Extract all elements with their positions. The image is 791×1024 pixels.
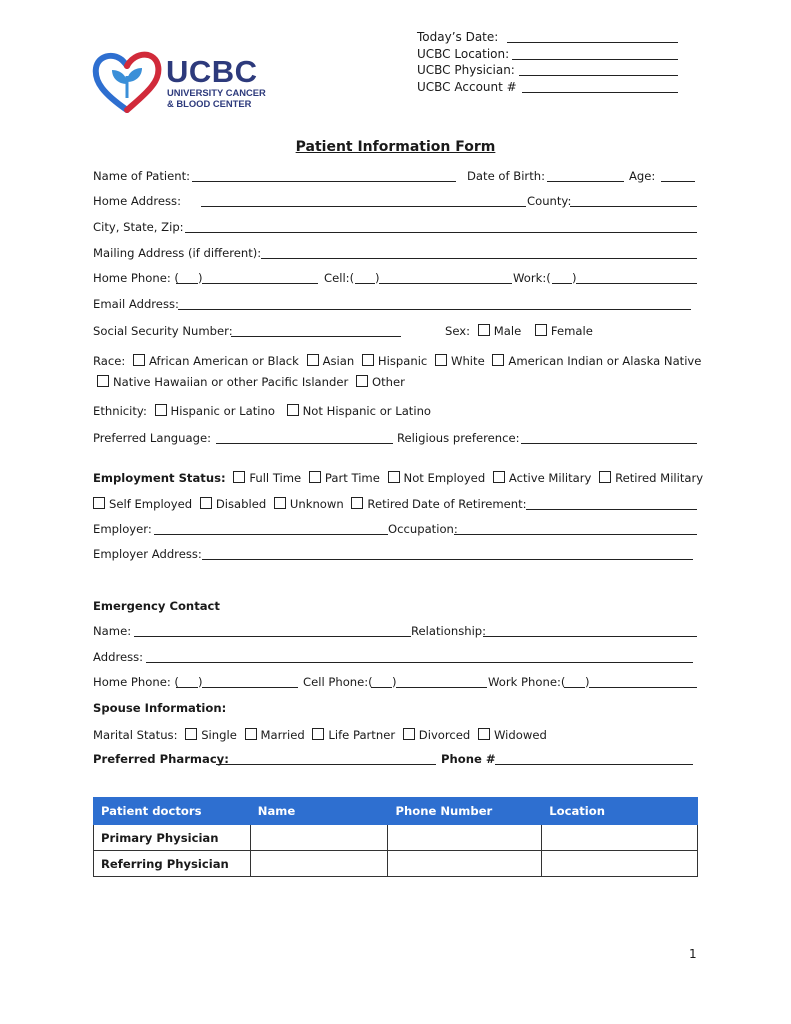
marital-life-partner-checkbox[interactable] bbox=[312, 728, 324, 740]
home-address-field[interactable] bbox=[201, 206, 526, 207]
dob-field[interactable] bbox=[547, 181, 624, 182]
date-of-retirement-field[interactable] bbox=[526, 509, 697, 510]
emergency-contact-heading: Emergency Contact bbox=[93, 599, 220, 613]
ethnicity-hispanic-checkbox[interactable] bbox=[155, 404, 167, 416]
occupation-field[interactable] bbox=[454, 534, 697, 535]
option-label: Asian bbox=[322, 354, 355, 368]
work-label: Work:( bbox=[513, 271, 551, 285]
option-label: American Indian or Alaska Native bbox=[508, 354, 702, 368]
sex-female-checkbox[interactable] bbox=[535, 324, 547, 336]
ethnicity-not-hispanic-checkbox[interactable] bbox=[287, 404, 299, 416]
occupation-label: Occupation: bbox=[388, 522, 458, 536]
race-label: Race: bbox=[93, 354, 126, 368]
email-label: Email Address: bbox=[93, 297, 179, 311]
email-field[interactable] bbox=[178, 309, 691, 310]
sex-options bbox=[445, 324, 597, 338]
option-label: Hispanic bbox=[377, 354, 428, 368]
employment-active-military-checkbox[interactable] bbox=[493, 471, 505, 483]
option-label: Divorced bbox=[418, 728, 471, 742]
ucbc-account-label: UCBC Account # bbox=[417, 80, 517, 94]
option-label: Retired bbox=[367, 497, 409, 511]
row-label: Primary Physician bbox=[94, 825, 251, 851]
preferred-language-field[interactable] bbox=[216, 443, 393, 444]
dob-label: Date of Birth: bbox=[467, 169, 545, 183]
race-african-american-checkbox[interactable] bbox=[133, 354, 145, 366]
race-options-line1 bbox=[93, 354, 705, 368]
emergency-home-phone-area-field[interactable] bbox=[176, 687, 198, 688]
relationship-label: Relationship: bbox=[411, 624, 487, 638]
option-label: Full Time bbox=[249, 471, 302, 485]
date-of-retirement-label: Date of Retirement: bbox=[412, 497, 527, 511]
table-row bbox=[94, 825, 698, 851]
ssn-field[interactable] bbox=[231, 336, 401, 337]
patient-name-field[interactable] bbox=[192, 181, 456, 182]
page-number: 1 bbox=[689, 947, 697, 961]
marital-married-checkbox[interactable] bbox=[245, 728, 257, 740]
option-label: Retired Military bbox=[615, 471, 704, 485]
work-area-field[interactable] bbox=[552, 283, 572, 284]
emergency-name-field[interactable] bbox=[134, 636, 411, 637]
mailing-address-field[interactable] bbox=[261, 258, 697, 259]
relationship-field[interactable] bbox=[483, 636, 697, 637]
employment-status-label: Employment Status: bbox=[93, 471, 226, 485]
column-header: Name bbox=[250, 798, 388, 825]
employer-field[interactable] bbox=[154, 534, 388, 535]
ucbc-physician-label: UCBC Physician: bbox=[417, 63, 515, 77]
row-label: Referring Physician bbox=[94, 851, 251, 877]
primary-physician-phone-cell[interactable] bbox=[388, 825, 542, 851]
option-label: Self Employed bbox=[109, 497, 193, 511]
home-phone-field[interactable] bbox=[202, 283, 318, 284]
option-label: Unknown bbox=[289, 497, 344, 511]
employment-part-time-checkbox[interactable] bbox=[309, 471, 321, 483]
marital-single-checkbox[interactable] bbox=[185, 728, 197, 740]
patient-doctors-table bbox=[93, 797, 698, 877]
ssn-label: Social Security Number: bbox=[93, 324, 233, 338]
option-label: African American or Black bbox=[149, 354, 299, 368]
column-header: Patient doctors bbox=[94, 798, 251, 825]
sex-male-checkbox[interactable] bbox=[478, 324, 490, 336]
employer-address-label: Employer Address: bbox=[93, 547, 202, 561]
preferred-language-label: Preferred Language: bbox=[93, 431, 212, 445]
ucbc-location-field[interactable] bbox=[512, 59, 678, 60]
referring-physician-location-cell[interactable] bbox=[542, 851, 698, 877]
brand-subtitle-line2: & BLOOD CENTER bbox=[167, 98, 252, 109]
race-native-hawaiian-checkbox[interactable] bbox=[97, 375, 109, 387]
emergency-work-phone-field[interactable] bbox=[589, 687, 697, 688]
ethnicity-label: Ethnicity: bbox=[93, 404, 147, 418]
employment-retired-military-checkbox[interactable] bbox=[599, 471, 611, 483]
city-state-zip-field[interactable] bbox=[185, 232, 697, 233]
religious-preference-field[interactable] bbox=[521, 443, 697, 444]
table-header-row bbox=[94, 798, 698, 825]
option-label: Active Military bbox=[508, 471, 592, 485]
paren-close: ) bbox=[572, 271, 577, 285]
ucbc-location-label: UCBC Location: bbox=[417, 47, 510, 61]
emergency-cell-phone-field[interactable] bbox=[396, 687, 487, 688]
employer-address-field[interactable] bbox=[202, 559, 693, 560]
patient-name-label: Name of Patient: bbox=[93, 169, 191, 183]
employment-options-line2 bbox=[93, 497, 413, 511]
paren-close: ) bbox=[585, 675, 590, 689]
brand-name: UCBC bbox=[166, 54, 258, 89]
emergency-cell-area-field[interactable] bbox=[371, 687, 392, 688]
ucbc-physician-field[interactable] bbox=[519, 75, 678, 76]
emergency-address-field[interactable] bbox=[146, 662, 693, 663]
emergency-home-phone-label: Home Phone: ( bbox=[93, 675, 179, 689]
page-title: Patient Information Form bbox=[295, 139, 496, 155]
option-label: Widowed bbox=[493, 728, 547, 742]
option-label: Part Time bbox=[324, 471, 380, 485]
city-state-zip-label: City, State, Zip: bbox=[93, 220, 184, 234]
employment-disabled-checkbox[interactable] bbox=[200, 497, 212, 509]
option-label: Life Partner bbox=[328, 728, 396, 742]
paren-close: ) bbox=[198, 675, 203, 689]
option-label: White bbox=[451, 354, 485, 368]
employment-options-line1 bbox=[93, 471, 707, 485]
employment-not-employed-checkbox[interactable] bbox=[388, 471, 400, 483]
pharmacy-phone-field[interactable] bbox=[495, 764, 693, 765]
preferred-pharmacy-label: Preferred Pharmacy: bbox=[93, 752, 229, 766]
emergency-cell-phone-label: Cell Phone:( bbox=[303, 675, 373, 689]
paren-close: ) bbox=[375, 271, 380, 285]
cell-label: Cell:( bbox=[324, 271, 355, 285]
emergency-work-area-field[interactable] bbox=[564, 687, 585, 688]
employment-unknown-checkbox[interactable] bbox=[274, 497, 286, 509]
cell-area-field[interactable] bbox=[355, 283, 375, 284]
ethnicity-options bbox=[93, 404, 435, 418]
marital-status-options bbox=[93, 728, 551, 742]
paren-close: ) bbox=[198, 271, 203, 285]
employment-self-employed-checkbox[interactable] bbox=[93, 497, 105, 509]
ucbc-account-field[interactable] bbox=[522, 92, 678, 93]
emergency-home-phone-field[interactable] bbox=[202, 687, 298, 688]
county-field[interactable] bbox=[570, 206, 697, 207]
employment-full-time-checkbox[interactable] bbox=[233, 471, 245, 483]
sex-label: Sex: bbox=[445, 324, 471, 338]
primary-physician-location-cell[interactable] bbox=[542, 825, 698, 851]
age-label: Age: bbox=[629, 169, 656, 183]
option-label: Married bbox=[260, 728, 305, 742]
brand-subtitle-line1: UNIVERSITY CANCER bbox=[167, 87, 266, 98]
home-phone-label: Home Phone: ( bbox=[93, 271, 179, 285]
table-row bbox=[94, 851, 698, 877]
option-label: Disabled bbox=[215, 497, 267, 511]
race-options-line2 bbox=[97, 375, 409, 389]
home-phone-area-field[interactable] bbox=[176, 283, 198, 284]
paren-close: ) bbox=[392, 675, 397, 689]
primary-physician-name-cell[interactable] bbox=[250, 825, 388, 851]
option-label: Native Hawaiian or other Pacific Islander bbox=[113, 375, 349, 389]
marital-widowed-checkbox[interactable] bbox=[478, 728, 490, 740]
column-header: Location bbox=[542, 798, 698, 825]
option-label: Not Hispanic or Latino bbox=[302, 404, 432, 418]
employer-label: Employer: bbox=[93, 522, 152, 536]
religious-preference-label: Religious preference: bbox=[397, 431, 520, 445]
emergency-address-label: Address: bbox=[93, 650, 144, 664]
age-field[interactable] bbox=[661, 181, 695, 182]
home-address-label: Home Address: bbox=[93, 194, 182, 208]
marital-status-label: Marital Status: bbox=[93, 728, 178, 742]
option-label: Hispanic or Latino bbox=[170, 404, 275, 418]
option-label: Single bbox=[201, 728, 237, 742]
column-header: Phone Number bbox=[388, 798, 542, 825]
mailing-address-label: Mailing Address (if different): bbox=[93, 246, 262, 260]
referring-physician-phone-cell[interactable] bbox=[388, 851, 542, 877]
employment-retired-checkbox[interactable] bbox=[351, 497, 363, 509]
race-white-checkbox[interactable] bbox=[435, 354, 447, 366]
marital-divorced-checkbox[interactable] bbox=[403, 728, 415, 740]
pharmacy-phone-label: Phone # bbox=[441, 752, 496, 766]
preferred-pharmacy-field[interactable] bbox=[216, 764, 436, 765]
option-label: Other bbox=[371, 375, 405, 389]
option-label: Not Employed bbox=[403, 471, 486, 485]
cell-field[interactable] bbox=[379, 283, 512, 284]
todays-date-label: Today’s Date: bbox=[417, 30, 499, 44]
race-american-indian-checkbox[interactable] bbox=[492, 354, 504, 366]
ucbc-logo-heart-icon bbox=[92, 50, 162, 114]
todays-date-field[interactable] bbox=[507, 42, 678, 43]
race-other-checkbox[interactable] bbox=[356, 375, 368, 387]
emergency-name-label: Name: bbox=[93, 624, 132, 638]
work-phone-field[interactable] bbox=[576, 283, 697, 284]
county-label: County: bbox=[527, 194, 572, 208]
option-label: Female bbox=[550, 324, 593, 338]
emergency-work-phone-label: Work Phone:( bbox=[488, 675, 566, 689]
spouse-information-heading: Spouse Information: bbox=[93, 701, 227, 715]
referring-physician-name-cell[interactable] bbox=[250, 851, 388, 877]
race-hispanic-checkbox[interactable] bbox=[362, 354, 374, 366]
race-asian-checkbox[interactable] bbox=[307, 354, 319, 366]
option-label: Male bbox=[493, 324, 522, 338]
